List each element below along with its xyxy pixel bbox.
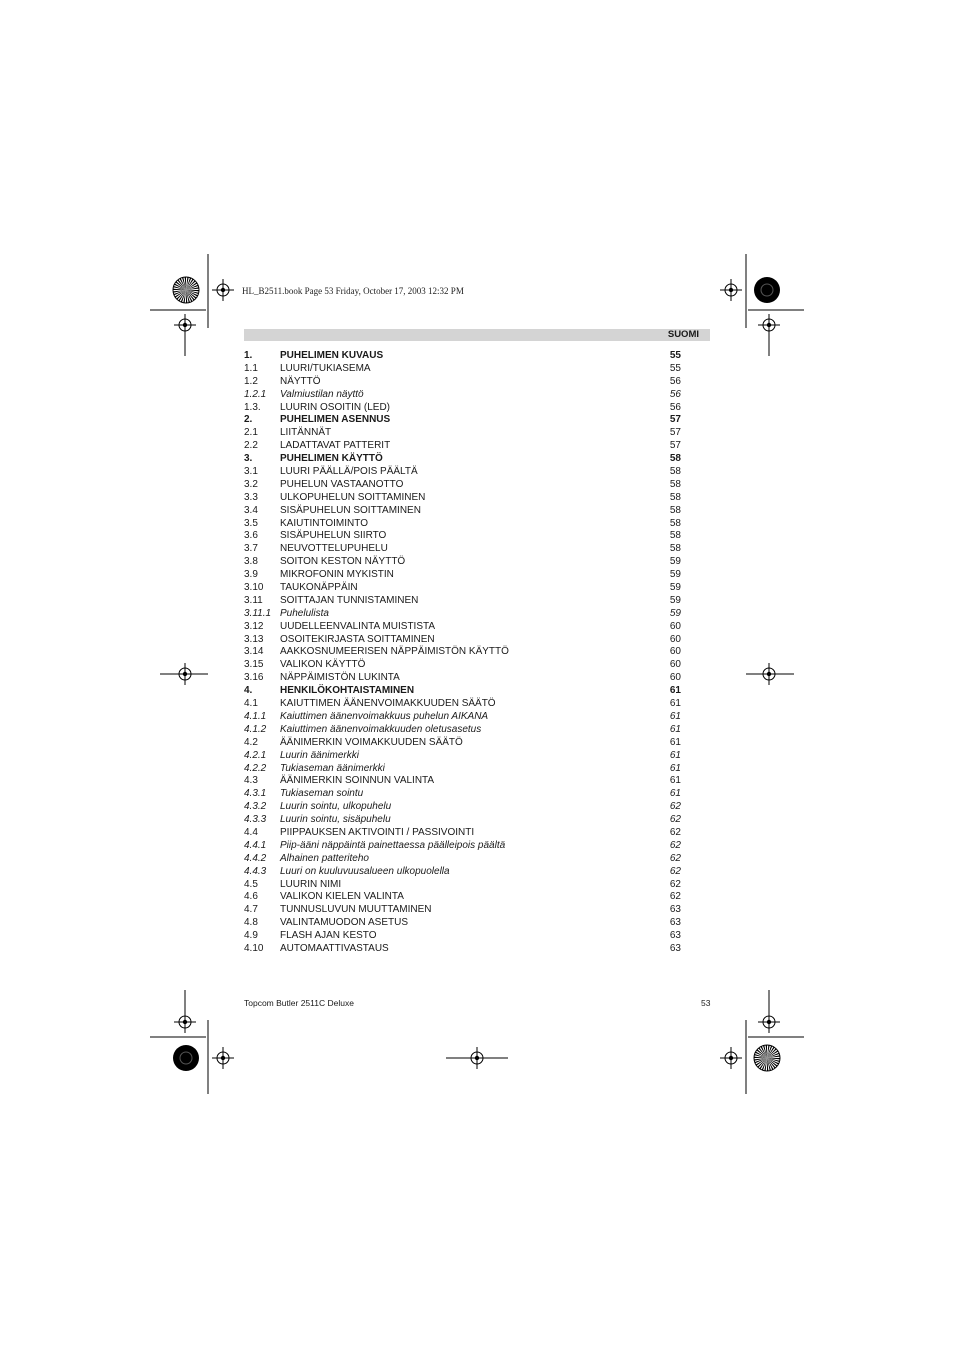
toc-entry-page: 63: [669, 904, 681, 916]
toc-entry-num: 3.7: [244, 543, 258, 555]
toc-entry-num: 3.9: [244, 569, 258, 581]
registration-mark: [758, 1011, 780, 1033]
toc-entry-num: 3.3: [244, 491, 258, 503]
toc-entry-page: 61: [669, 788, 681, 800]
toc-entry: [244, 582, 684, 595]
toc-entry-page: 62: [669, 891, 681, 903]
toc-entry-title: PUHELIMEN KUVAUS: [280, 350, 384, 361]
toc-entry-page: 61: [669, 736, 681, 748]
toc-entry: [244, 840, 684, 853]
toc-entry-page: 61: [669, 749, 681, 761]
toc-entry: [244, 621, 684, 634]
toc-entry-page: 56: [669, 375, 681, 387]
toc-entry-title: LUURI/TUKIASEMA: [280, 362, 371, 374]
toc-entry: [244, 724, 684, 737]
toc-entry-page: 61: [669, 710, 681, 722]
toc-entry-page: 57: [669, 414, 681, 426]
toc-entry-num: 3.14: [244, 646, 264, 658]
toc-entry-title: PUHELIMEN ASENNUS: [280, 414, 391, 426]
toc-entry: [244, 827, 684, 840]
toc-entry-page: 58: [669, 453, 681, 465]
toc-entry-title: Piip-ääni näppäintä painettaessa päälleipois päältä: [280, 839, 506, 851]
registration-mark: [758, 314, 780, 336]
toc-entry-num: 1.1: [244, 362, 258, 374]
registration-mark: [212, 1047, 234, 1069]
footer-product-name: Topcom Butler 2511C Deluxe: [244, 998, 354, 1008]
toc-entry-page: 58: [669, 504, 681, 516]
toc-entry-title: Kaiuttimen äänenvoimakkuus puhelun AIKANA: [280, 710, 489, 722]
toc-entry-title: ULKOPUHELUN SOITTAMINEN: [280, 491, 426, 503]
footer-page-number: 53: [701, 998, 711, 1008]
toc-entry: [244, 930, 684, 943]
toc-entry: [244, 775, 684, 788]
toc-entry-num: 2.1: [244, 427, 258, 439]
toc-entry-title: Tukiaseman sointu: [280, 788, 364, 800]
toc-entry: [244, 814, 684, 827]
toc-entry-page: 59: [669, 607, 681, 619]
toc-entry: [244, 440, 684, 453]
toc-entry-title: PUHELUN VASTAANOTTO: [280, 478, 404, 490]
starburst-mark: [173, 277, 199, 303]
toc-entry: [244, 685, 684, 698]
toc-entry-title: PIIPPAUKSEN AKTIVOINTI / PASSIVOINTI: [280, 826, 475, 838]
toc-entry-title: KAIUTTIMEN ÄÄNENVOIMAKKUUDEN SÄÄTÖ: [280, 698, 496, 710]
toc-entry-page: 62: [669, 852, 681, 864]
toc-entry-page: 60: [669, 633, 681, 645]
toc-entry-num: 4.8: [244, 917, 258, 929]
toc-entry: [244, 646, 684, 659]
toc-entry: [244, 595, 684, 608]
toc-entry-page: 61: [669, 723, 681, 735]
toc-entry-num: 4.1: [244, 698, 258, 710]
toc-entry: [244, 904, 684, 917]
toc-entry: [244, 466, 684, 479]
toc-entry: [244, 672, 684, 685]
toc-entry-num: 3.11.1: [244, 607, 272, 619]
toc-entry: [244, 801, 684, 814]
toc-entry-title: Kaiuttimen äänenvoimakkuuden oletusasetus: [280, 723, 482, 735]
registration-mark: [174, 1011, 196, 1033]
toc-entry-title: AAKKOSNUMEERISEN NÄPPÄIMISTÖN KÄYTTÖ: [280, 646, 509, 658]
toc-entry: [244, 389, 684, 402]
toc-entry-num: 4.2.1: [244, 749, 267, 761]
toc-entry: [244, 763, 684, 776]
toc-entry-num: 4.1.1: [244, 710, 267, 722]
toc-entry-num: 3.: [244, 453, 253, 465]
toc-entry: [244, 492, 684, 505]
toc-entry-num: 3.16: [244, 672, 264, 684]
toc-entry-title: LUURI PÄÄLLÄ/POIS PÄÄLTÄ: [280, 466, 418, 478]
toc-entry: [244, 659, 684, 672]
toc-entry-title: ÄÄNIMERKIN VOIMAKKUUDEN SÄÄTÖ: [280, 736, 463, 748]
toc-entry-num: 4.3.1: [244, 788, 267, 800]
toc-entry-title: SOITON KESTON NÄYTTÖ: [280, 556, 406, 568]
language-header-bar: [244, 329, 710, 341]
toc-entry-num: 2.: [244, 414, 253, 426]
toc-entry-title: NEUVOTTELUPUHELU: [280, 543, 388, 555]
toc-entry-page: 58: [669, 478, 681, 490]
toc-entry-page: 61: [669, 775, 681, 787]
toc-entry-page: 58: [669, 517, 681, 529]
toc-entry: [244, 943, 684, 956]
toc-entry-title: ÄÄNIMERKIN SOINNUN VALINTA: [280, 775, 435, 787]
toc-entry-title: FLASH AJAN KESTO: [280, 930, 377, 942]
toc-entry-title: NÄPPÄIMISTÖN LUKINTA: [280, 672, 400, 684]
print-slug: HL_B2511.book Page 53 Friday, October 17, 2003 12:32 PM: [242, 286, 464, 296]
toc-entry-num: 4.4.2: [244, 852, 267, 864]
toc-entry: [244, 479, 684, 492]
toc-entry-num: 3.12: [244, 620, 264, 632]
toc-entry: [244, 518, 684, 531]
registration-mark: [720, 1047, 742, 1069]
toc-entry-num: 4.2.2: [244, 762, 267, 774]
starburst-mark: [754, 1045, 780, 1071]
toc-entry-page: 63: [669, 917, 681, 929]
toc-entry-title: SISÄPUHELUN SIIRTO: [280, 530, 387, 542]
toc-entry-page: 59: [669, 594, 681, 606]
toc-entry-title: VALINTAMUODON ASETUS: [280, 917, 408, 929]
toc-entry-num: 3.5: [244, 517, 258, 529]
toc-entry-page: 61: [669, 762, 681, 774]
toc-entry: [244, 569, 684, 582]
toc-entry-page: 57: [669, 440, 681, 452]
toc-entry: [244, 711, 684, 724]
toc-entry-title: AUTOMAATTIVASTAUS: [280, 942, 389, 954]
toc-entry: [244, 414, 684, 427]
toc-entry: [244, 350, 684, 363]
toc-entry-page: 58: [669, 530, 681, 542]
toc-entry-title: Valmiustilan näyttö: [280, 388, 364, 400]
toc-entry-page: 62: [669, 801, 681, 813]
toc-entry-title: PUHELIMEN KÄYTTÖ: [280, 453, 383, 465]
toc-entry-num: 3.8: [244, 556, 258, 568]
toc-entry-title: MIKROFONIN MYKISTIN: [280, 569, 394, 581]
toc-entry-page: 58: [669, 466, 681, 478]
toc-entry-num: 4.3.2: [244, 801, 267, 813]
toc-entry: [244, 608, 684, 621]
toc-entry-title: Luurin sointu, ulkopuhelu: [280, 801, 392, 813]
toc-entry-page: 62: [669, 839, 681, 851]
toc-entry-title: Tukiaseman äänimerkki: [280, 762, 385, 774]
toc-entry-num: 4.6: [244, 891, 258, 903]
toc-entry-num: 3.10: [244, 582, 264, 594]
toc-entry-num: 3.1: [244, 466, 258, 478]
toc-entry-num: 4.2: [244, 736, 258, 748]
toc-entry: [244, 891, 684, 904]
toc-entry-page: 56: [669, 388, 681, 400]
toc-entry-title: LUURIN NIMI: [280, 878, 342, 890]
toc-entry-num: 4.9: [244, 930, 258, 942]
toc-entry-title: LADATTAVAT PATTERIT: [280, 440, 391, 452]
toc-entry-num: 4.3.3: [244, 814, 267, 826]
toc-entry-title: SISÄPUHELUN SOITTAMINEN: [280, 504, 421, 516]
toc-entry-title: OSOITEKIRJASTA SOITTAMINEN: [280, 633, 435, 645]
toc-entry-title: SOITTAJAN TUNNISTAMINEN: [280, 594, 419, 606]
toc-entry-title: Alhainen patteriteho: [280, 852, 369, 864]
toc-entry: [244, 363, 684, 376]
toc-entry: [244, 556, 684, 569]
registration-mark: [174, 314, 196, 336]
toc-entry-page: 62: [669, 826, 681, 838]
toc-entry-title: Luuri on kuuluvuusalueen ulkopuolella: [280, 865, 450, 877]
toc-entry-title: KAIUTINTOIMINTO: [280, 517, 368, 529]
registration-mark: [212, 279, 234, 301]
toc-entry-page: 63: [669, 930, 681, 942]
toc-entry: [244, 737, 684, 750]
toc-entry: [244, 634, 684, 647]
language-label: SUOMI: [667, 329, 699, 340]
toc-entry-title: VALIKON KÄYTTÖ: [280, 659, 366, 671]
toc-entry-page: 60: [669, 646, 681, 658]
registration-mark: [720, 279, 742, 301]
color-target-mark: [173, 1045, 199, 1071]
toc-entry-page: 60: [669, 659, 681, 671]
toc-entry: [244, 750, 684, 763]
toc-entry-title: Luurin äänimerkki: [280, 749, 359, 761]
toc-entry-num: 4.5: [244, 878, 258, 890]
toc-entry: [244, 505, 684, 518]
toc-entry-num: 2.2: [244, 440, 258, 452]
toc-entry-page: 62: [669, 865, 681, 877]
toc-entry-num: 3.15: [244, 659, 264, 671]
toc-entry-num: 4.7: [244, 904, 258, 916]
toc-entry-page: 59: [669, 569, 681, 581]
toc-entry-title: TUNNUSLUVUN MUUTTAMINEN: [280, 904, 432, 916]
toc-entry: [244, 698, 684, 711]
toc-entry-page: 61: [669, 685, 681, 697]
toc-entry-page: 60: [669, 620, 681, 632]
toc-entry-page: 61: [669, 698, 681, 710]
toc-entry: [244, 376, 684, 389]
toc-entry: [244, 866, 684, 879]
toc-entry-title: TAUKONÄPPÄIN: [280, 582, 358, 594]
toc-entry: [244, 853, 684, 866]
toc-entry: [244, 427, 684, 440]
toc-entry-num: 3.4: [244, 504, 258, 516]
toc-entry-page: 60: [669, 672, 681, 684]
toc-entry-page: 59: [669, 556, 681, 568]
toc-entry-num: 3.2: [244, 478, 258, 490]
toc-entry-title: UUDELLEENVALINTA MUISTISTA: [280, 620, 436, 632]
toc-entry-num: 3.6: [244, 530, 258, 542]
toc-entry-title: HENKILÖKOHTAISTAMINEN: [280, 685, 415, 697]
toc-entry-title: LIITÄNNÄT: [280, 427, 332, 439]
toc-entry-num: 3.11: [244, 594, 263, 606]
toc-entry-page: 63: [669, 942, 681, 954]
toc-entry-title: NÄYTTÖ: [280, 375, 321, 387]
toc-entry: [244, 453, 684, 466]
table-of-contents: [244, 350, 684, 956]
toc-entry-title: Luurin sointu, sisäpuhelu: [280, 814, 391, 826]
toc-entry-page: 58: [669, 491, 681, 503]
toc-entry-num: 4.10: [244, 942, 264, 954]
toc-entry-page: 59: [669, 582, 681, 594]
toc-entry-num: 1.2: [244, 375, 258, 387]
toc-entry-page: 55: [669, 350, 681, 361]
toc-entry-num: 4.4.1: [244, 839, 267, 851]
toc-entry-num: 1.3.: [244, 401, 261, 413]
toc-entry-page: 58: [669, 543, 681, 555]
toc-entry-num: 4.4.3: [244, 865, 267, 877]
toc-entry-page: 57: [669, 427, 681, 439]
toc-entry-title: Puhelulista: [280, 607, 329, 619]
toc-entry-title: LUURIN OSOITIN (LED): [280, 401, 391, 413]
toc-entry-num: 3.13: [244, 633, 264, 645]
toc-entry-num: 4.3: [244, 775, 258, 787]
toc-entry-num: 4.: [244, 685, 253, 697]
toc-entry-num: 4.4: [244, 826, 258, 838]
toc-entry: [244, 530, 684, 543]
toc-entry-page: 62: [669, 814, 681, 826]
toc-entry: [244, 879, 684, 892]
toc-entry: [244, 543, 684, 556]
toc-entry-num: 1.: [244, 350, 253, 361]
toc-entry-num: 4.1.2: [244, 723, 267, 735]
toc-entry-page: 56: [669, 401, 681, 413]
toc-entry: [244, 917, 684, 930]
toc-entry: [244, 402, 684, 415]
toc-entry-page: 62: [669, 878, 681, 890]
toc-entry: [244, 788, 684, 801]
toc-entry-page: 55: [669, 362, 681, 374]
color-target-mark: [754, 277, 780, 303]
toc-entry-num: 1.2.1: [244, 388, 267, 400]
toc-entry-title: VALIKON KIELEN VALINTA: [280, 891, 404, 903]
